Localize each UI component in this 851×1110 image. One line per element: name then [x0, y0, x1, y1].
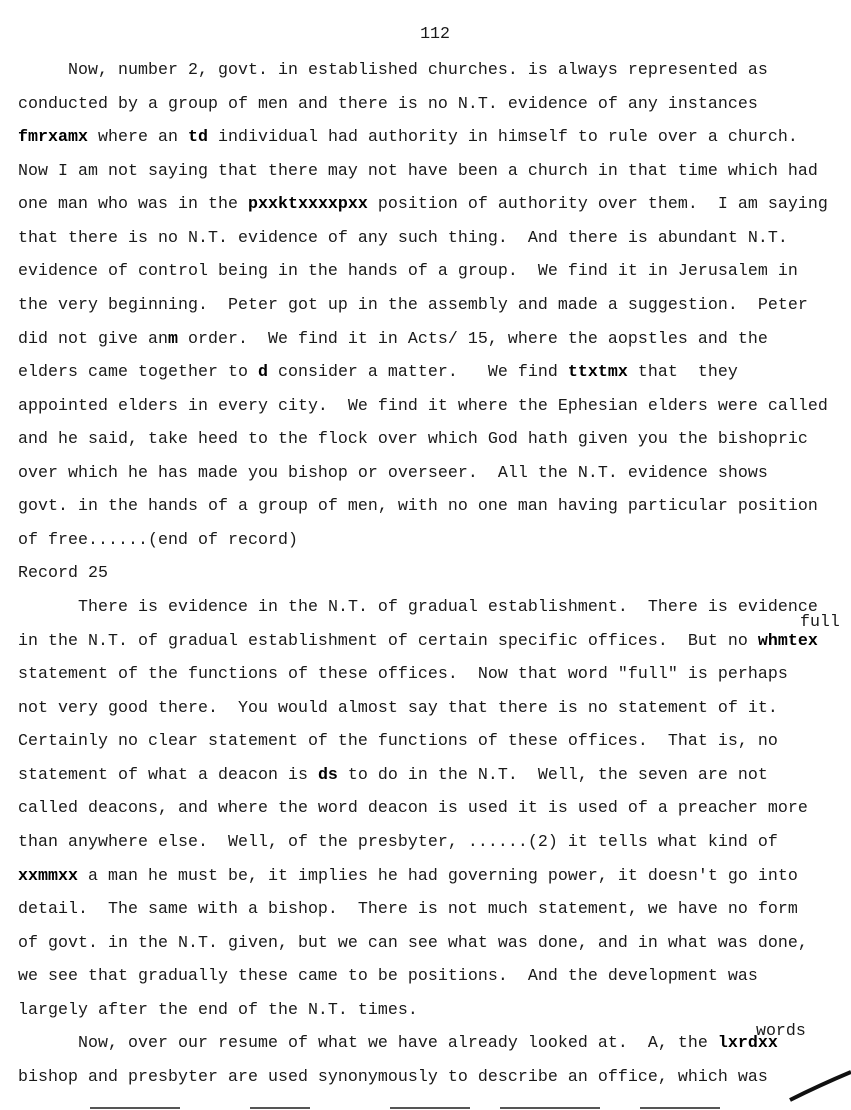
interlinear-insertion-full: full	[800, 612, 840, 631]
struck-out-text: fmrxamx	[18, 127, 88, 147]
interlinear-insertion-words: words	[756, 1021, 806, 1040]
text-segment: not very good there. You would almost say that there is no statement of it.	[18, 697, 778, 717]
struck-out-text: whmtex	[757, 630, 818, 650]
text-segment: to do in the N.T. Well, the seven are not	[337, 764, 768, 784]
text-segment: than anywhere else. Well, of the presbyter, ......(2) it tells what kind of	[18, 831, 778, 851]
text-segment: statement of what a deacon is	[18, 764, 318, 784]
struck-out-text: xxmmxx	[18, 865, 78, 885]
text-segment: conducted by a group of men and there is no N.T. evidence of any instances	[18, 93, 758, 113]
text-segment: Record 25	[18, 563, 108, 583]
struck-out-text: lxrdxx	[717, 1033, 778, 1053]
struck-out-text: pxxktxxxxpxx	[247, 194, 368, 214]
text-segment: Now I am not saying that there may not have been a church in that time which had	[18, 160, 818, 180]
text-segment: position of authority over them. I am saying	[367, 194, 828, 214]
text-segment: we see that gradually these came to be positions. And the development was	[18, 966, 758, 986]
text-segment: over which he has made you bishop or overseer. All the N.T. evidence shows	[18, 462, 768, 482]
struck-out-text: d	[257, 362, 268, 382]
text-segment: individual had authority in himself to rule over a church.	[207, 127, 798, 147]
struck-out-text: ds	[317, 764, 338, 784]
text-segment: and he said, take heed to the flock over which God hath given you the bishopric	[18, 429, 808, 449]
struck-out-text: ttxtmx	[567, 362, 628, 382]
text-segment: largely after the end of the N.T. times.	[18, 999, 418, 1019]
text-segment: Now, over our resume of what we have already looked at. A, the	[78, 1033, 718, 1053]
text-segment: did not give an	[18, 328, 168, 348]
text-segment: Certainly no clear statement of the functions of these offices. That is, no	[18, 731, 778, 751]
text-segment: the very beginning. Peter got up in the assembly and made a suggestion. Peter	[18, 294, 808, 314]
text-segment: statement of the functions of these offices. Now that word "full" is perhaps	[18, 664, 788, 684]
text-segment: of free......(end of record)	[18, 529, 298, 549]
text-segment: evidence of control being in the hands of a group. We find it in Jerusalem in	[18, 261, 798, 281]
text-segment: govt. in the hands of a group of men, with no one man having particular position	[18, 496, 818, 516]
text-segment: where an	[88, 127, 188, 147]
text-segment: consider a matter. We find	[267, 362, 568, 382]
text-segment: bishop and presbyter are used synonymously to describe an office, which was	[18, 1066, 768, 1086]
page-number: 112	[420, 24, 450, 43]
text-segment: in the N.T. of gradual establishment of certain specific offices. But no	[18, 630, 758, 650]
text-segment: appointed elders in every city. We find it where the Ephesian elders were called	[18, 395, 828, 415]
text-segment: detail. The same with a bishop. There is not much statement, we have no form	[18, 899, 798, 919]
text-segment: one man who was in the	[18, 194, 248, 214]
text-segment: elders came together to	[18, 362, 258, 382]
text-segment: that there is no N.T. evidence of any such thing. And there is abundant N.T.	[18, 227, 788, 247]
struck-out-text: m	[167, 328, 178, 348]
text-segment: called deacons, and where the word deacon is used it is used of a preacher more	[18, 798, 808, 818]
text-segment: Now, number 2, govt. in established churches. is always represented as	[68, 60, 768, 79]
text-segment: order. We find it in Acts/ 15, where the aopstles and the	[177, 328, 768, 348]
text-segment: that they	[627, 362, 738, 382]
text-segment: of govt. in the N.T. given, but we can see what was done, and in what was done,	[18, 932, 808, 952]
struck-out-text: td	[187, 127, 208, 147]
text-segment: a man he must be, it implies he had governing power, it doesn't go into	[78, 865, 798, 885]
text-segment: There is evidence in the N.T. of gradual establishment. There is evidence	[78, 597, 818, 616]
